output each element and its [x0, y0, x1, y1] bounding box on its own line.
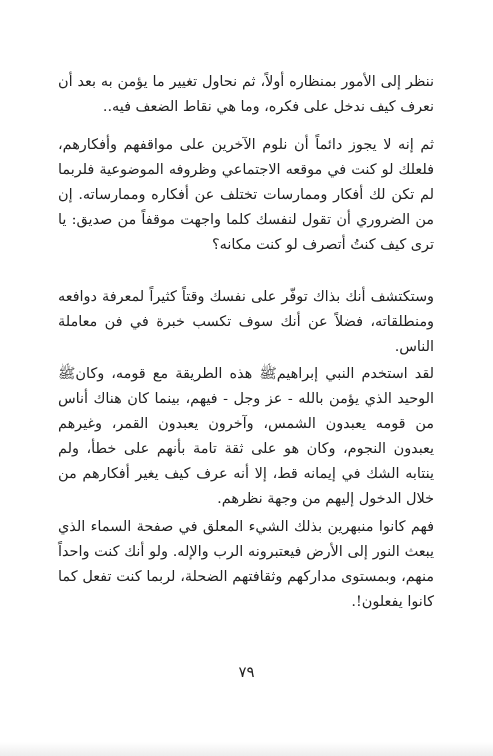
- page-bottom-edge: [0, 742, 493, 756]
- page-number: ٧٩: [238, 663, 255, 681]
- paragraph-2: ثم إنه لا يجوز دائماً أن نلوم الآخرين على مواقفهم وأفكارهم، فلعلك لو كنت في موقعه الاجتماعي وظروفه الموضوعية فلربما لم تكن لك أفكار وممارسات تختلف عن أفكاره وممارساته. إن من الضروري أن تقول لنفسك كلما واجهت موقفاً من صديق: يا ترى كيف كنتُ أتصرف لو كنت مكانه؟: [58, 137, 434, 253]
- paragraph-3: وستكتشف أنك بذاك توفّر على نفسك وقتاً كثيراً لمعرفة دوافعه ومنطلقاته، فضلاً عن أنك سوف تكسب خبرة في فن معاملة الناس.: [58, 289, 434, 355]
- paragraph-1: ننظر إلى الأمور بمنظاره أولاً، ثم نحاول تغيير ما يؤمن به بعد أن نعرف كيف ندخل على فكره، وما هي نقاط الضعف فيه..: [58, 74, 434, 115]
- paragraph-4: لقد استخدم النبي إبراهيمﷺ هذه الطريقة مع قومه، وكانﷺ الوحيد الذي يؤمن بالله - عز وجل - فيهم، بينما كان هناك أناس من قومه يعبدون الشمس، وآخرون يعبدون القمر، وغيرهم يعبدون النجوم، وكان هو على ثقة تامة بأنهم على خطأ، ولم ينتابه الشك في إيمانه قط، إلا أنه عرف كيف يغير أفكارهم من خلال الدخول إليهم من وجهة نظرهم.: [58, 366, 434, 507]
- paragraph-5: فهم كانوا منبهرين بذلك الشيء المعلق في صفحة السماء الذي يبعث النور إلى الأرض فيعتبرونه الرب والإله. ولو أنك كنت واحداً منهم، وبمستوى مداركهم وثقافتهم الضحلة، لربما كنت تفعل كما كانوا يفعلون!.: [58, 519, 434, 610]
